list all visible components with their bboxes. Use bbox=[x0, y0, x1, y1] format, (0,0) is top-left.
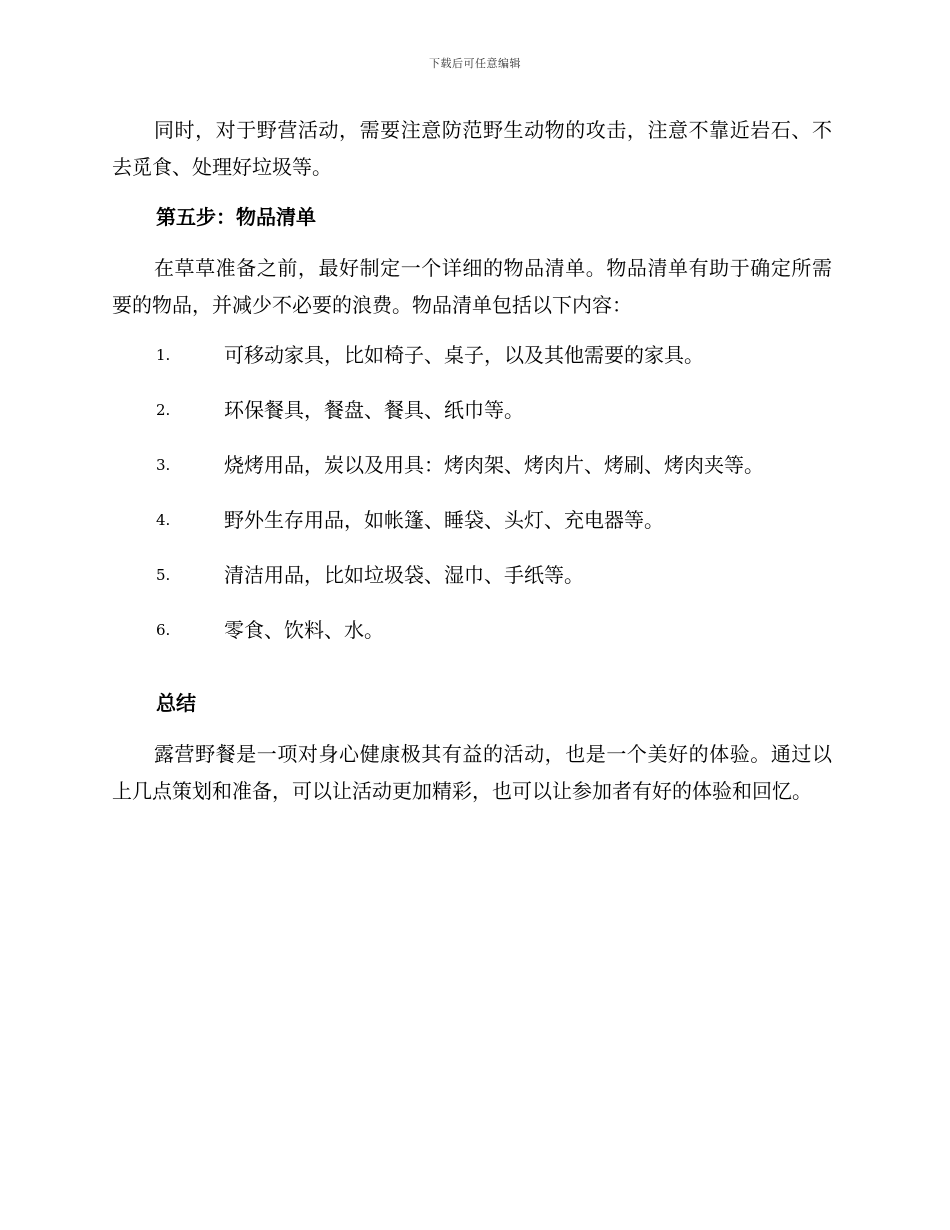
list-item bbox=[112, 450, 832, 505]
list-item bbox=[112, 615, 832, 670]
list-item bbox=[112, 340, 832, 395]
list-item-number: 2. bbox=[156, 401, 171, 419]
step5-intro-paragraph: 在草草准备之前，最好制定一个详细的物品清单。物品清单有助于确定所需要的物品，并减少不必要的浪费。物品清单包括以下内容： bbox=[112, 256, 832, 317]
item-list bbox=[112, 340, 832, 670]
step5-heading: 第五步：物品清单 bbox=[156, 205, 316, 229]
list-item bbox=[112, 560, 832, 615]
list-item-number: 5. bbox=[156, 566, 171, 584]
list-item-text: 环保餐具，餐盘、餐具、纸巾等。 bbox=[224, 398, 524, 422]
list-item-text: 可移动家具，比如椅子、桌子，以及其他需要的家具。 bbox=[224, 343, 704, 367]
list-item-number: 6. bbox=[156, 621, 171, 639]
list-item-text: 野外生存用品，如帐篷、睡袋、头灯、充电器等。 bbox=[224, 508, 664, 532]
list-item bbox=[112, 505, 832, 560]
summary-heading: 总结 bbox=[156, 691, 196, 715]
list-item-text: 烧烤用品，炭以及用具：烤肉架、烤肉片、烤刷、烤肉夹等。 bbox=[224, 453, 764, 477]
intro-paragraph: 同时，对于野营活动，需要注意防范野生动物的攻击，注意不靠近岩石、不去觅食、处理好垃圾等。 bbox=[112, 118, 832, 179]
list-item bbox=[112, 395, 832, 450]
summary-paragraph: 露营野餐是一项对身心健康极其有益的活动，也是一个美好的体验。通过以上几点策划和准备，可以让活动更加精彩，也可以让参加者有好的体验和回忆。 bbox=[112, 742, 832, 803]
list-item-number: 4. bbox=[156, 511, 171, 529]
list-item-text: 清洁用品，比如垃圾袋、湿巾、手纸等。 bbox=[224, 563, 584, 587]
list-item-text: 零食、饮料、水。 bbox=[224, 618, 384, 642]
page-header-note: 下载后可任意编辑 bbox=[429, 57, 521, 70]
list-item-number: 3. bbox=[156, 456, 171, 474]
document-body bbox=[112, 112, 832, 826]
list-item-number: 1. bbox=[156, 346, 171, 364]
